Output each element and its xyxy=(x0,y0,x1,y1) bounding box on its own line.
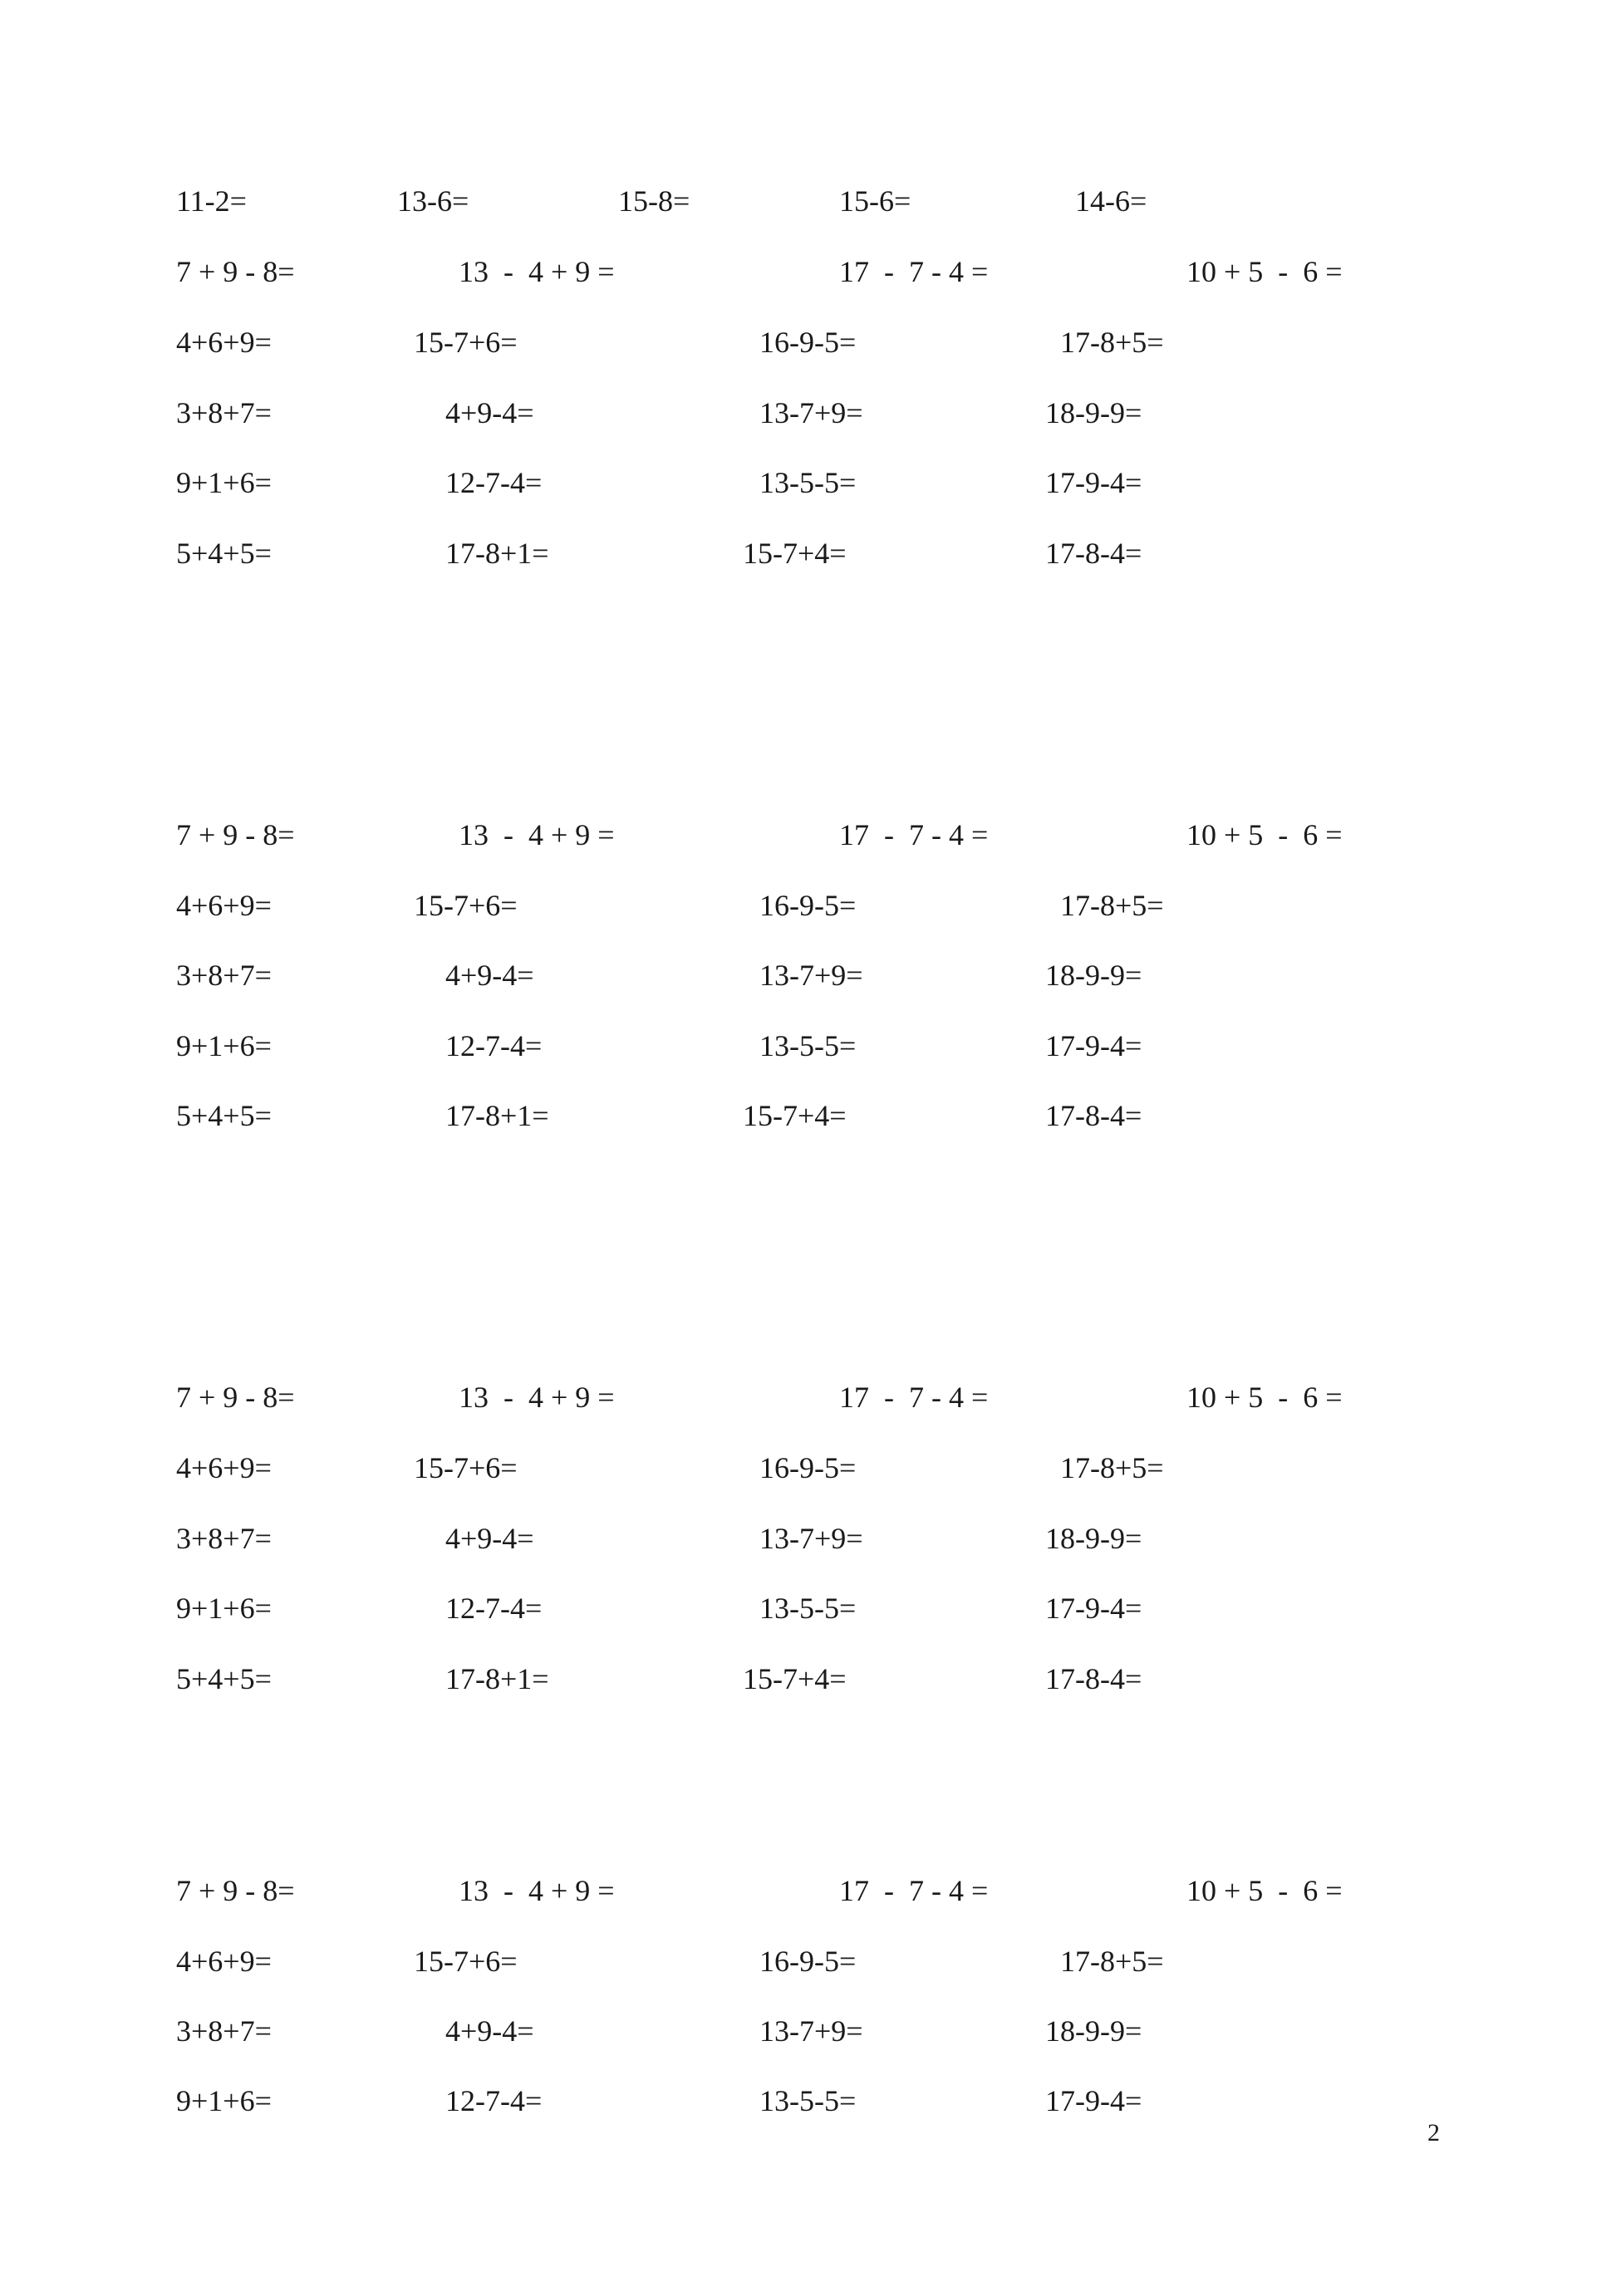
problem: 9+1+6= xyxy=(176,2084,272,2117)
problem: 13-5-5= xyxy=(759,466,857,499)
problem: 7 + 9 - 8= xyxy=(176,255,295,288)
problem-row xyxy=(0,388,1616,438)
problem: 18-9-9= xyxy=(1045,959,1142,992)
problem: 3+8+7= xyxy=(176,2014,272,2048)
problem-row xyxy=(0,317,1616,367)
problem: 13-5-5= xyxy=(759,1029,857,1062)
problem-row xyxy=(0,247,1616,297)
problem: 15-7+6= xyxy=(414,326,518,359)
problem: 17-8+5= xyxy=(1060,1945,1164,1978)
problem-row xyxy=(0,1443,1616,1493)
problem-row xyxy=(0,1021,1616,1071)
problem: 4+9-4= xyxy=(445,2014,534,2048)
problem: 4+9-4= xyxy=(445,396,534,429)
problem: 3+8+7= xyxy=(176,396,272,429)
problem: 13-7+9= xyxy=(759,396,863,429)
problem: 17-8+5= xyxy=(1060,889,1164,922)
problem: 3+8+7= xyxy=(176,959,272,992)
problem: 17 - 7 - 4 = xyxy=(839,1874,989,1907)
problem: 12-7-4= xyxy=(445,1029,543,1062)
problem: 13 - 4 + 9 = xyxy=(459,818,615,851)
problem: 7 + 9 - 8= xyxy=(176,818,295,851)
problem: 13 - 4 + 9 = xyxy=(459,1874,615,1907)
problem: 17-8-4= xyxy=(1045,537,1142,570)
problem: 13 - 4 + 9 = xyxy=(459,255,615,288)
problem: 5+4+5= xyxy=(176,1662,272,1695)
problem: 17-8+1= xyxy=(445,1099,549,1132)
problem: 4+6+9= xyxy=(176,1945,272,1978)
problem: 4+9-4= xyxy=(445,959,534,992)
problem: 9+1+6= xyxy=(176,1592,272,1625)
problem: 4+9-4= xyxy=(445,1522,534,1555)
problem: 10 + 5 - 6 = xyxy=(1186,1381,1343,1414)
problem: 3+8+7= xyxy=(176,1522,272,1555)
problem-row xyxy=(0,950,1616,1000)
problem: 18-9-9= xyxy=(1045,2014,1142,2048)
problem: 9+1+6= xyxy=(176,1029,272,1062)
problem: 10 + 5 - 6 = xyxy=(1186,818,1343,851)
problem: 16-9-5= xyxy=(759,1945,857,1978)
problem: 17 - 7 - 4 = xyxy=(839,1381,989,1414)
problem: 11-2= xyxy=(176,184,247,218)
problem: 12-7-4= xyxy=(445,1592,543,1625)
problem: 17-9-4= xyxy=(1045,2084,1142,2117)
problem-row xyxy=(0,528,1616,578)
problem: 12-7-4= xyxy=(445,2084,543,2117)
problem: 13-5-5= xyxy=(759,1592,857,1625)
problem: 7 + 9 - 8= xyxy=(176,1381,295,1414)
problem: 18-9-9= xyxy=(1045,1522,1142,1555)
problem: 15-6= xyxy=(839,184,911,218)
problem: 16-9-5= xyxy=(759,326,857,359)
problem-row xyxy=(0,2006,1616,2056)
problem-row xyxy=(0,1866,1616,1916)
problem: 16-9-5= xyxy=(759,889,857,922)
problem-row xyxy=(0,1936,1616,1986)
problem-row xyxy=(0,1091,1616,1141)
problem-row xyxy=(0,810,1616,860)
problem: 17-8+1= xyxy=(445,537,549,570)
problem: 10 + 5 - 6 = xyxy=(1186,1874,1343,1907)
problem: 7 + 9 - 8= xyxy=(176,1874,295,1907)
problem: 15-7+6= xyxy=(414,1945,518,1978)
problem-row xyxy=(0,176,1616,226)
page-number: 2 xyxy=(1427,2119,1440,2146)
problem: 13 - 4 + 9 = xyxy=(459,1381,615,1414)
problem: 15-7+4= xyxy=(743,537,847,570)
problem: 17-8-4= xyxy=(1045,1662,1142,1695)
problem: 17-9-4= xyxy=(1045,466,1142,499)
problem: 5+4+5= xyxy=(176,1099,272,1132)
problem: 4+6+9= xyxy=(176,889,272,922)
problem: 12-7-4= xyxy=(445,466,543,499)
problem: 18-9-9= xyxy=(1045,396,1142,429)
problem: 4+6+9= xyxy=(176,1451,272,1484)
problem-row xyxy=(0,1654,1616,1704)
problem: 15-7+4= xyxy=(743,1099,847,1132)
problem-row xyxy=(0,458,1616,508)
problem-row xyxy=(0,881,1616,930)
problem: 15-7+6= xyxy=(414,889,518,922)
problem: 17-8+1= xyxy=(445,1662,549,1695)
problem: 13-7+9= xyxy=(759,1522,863,1555)
problem: 17-8-4= xyxy=(1045,1099,1142,1132)
problem: 17 - 7 - 4 = xyxy=(839,818,989,851)
problem: 4+6+9= xyxy=(176,326,272,359)
problem: 17-8+5= xyxy=(1060,1451,1164,1484)
problem: 13-7+9= xyxy=(759,2014,863,2048)
problem: 5+4+5= xyxy=(176,537,272,570)
problem: 13-5-5= xyxy=(759,2084,857,2117)
problem: 10 + 5 - 6 = xyxy=(1186,255,1343,288)
problem-row xyxy=(0,1513,1616,1563)
problem: 15-8= xyxy=(618,184,690,218)
problem: 15-7+4= xyxy=(743,1662,847,1695)
problem: 17-8+5= xyxy=(1060,326,1164,359)
problem-row xyxy=(0,1372,1616,1422)
problem-row xyxy=(0,2076,1616,2126)
problem: 14-6= xyxy=(1075,184,1147,218)
problem: 17 - 7 - 4 = xyxy=(839,255,989,288)
problem-row xyxy=(0,1583,1616,1633)
problem: 17-9-4= xyxy=(1045,1592,1142,1625)
problem: 13-6= xyxy=(397,184,469,218)
problem: 13-7+9= xyxy=(759,959,863,992)
problem: 17-9-4= xyxy=(1045,1029,1142,1062)
problem: 9+1+6= xyxy=(176,466,272,499)
problem: 16-9-5= xyxy=(759,1451,857,1484)
problem: 15-7+6= xyxy=(414,1451,518,1484)
